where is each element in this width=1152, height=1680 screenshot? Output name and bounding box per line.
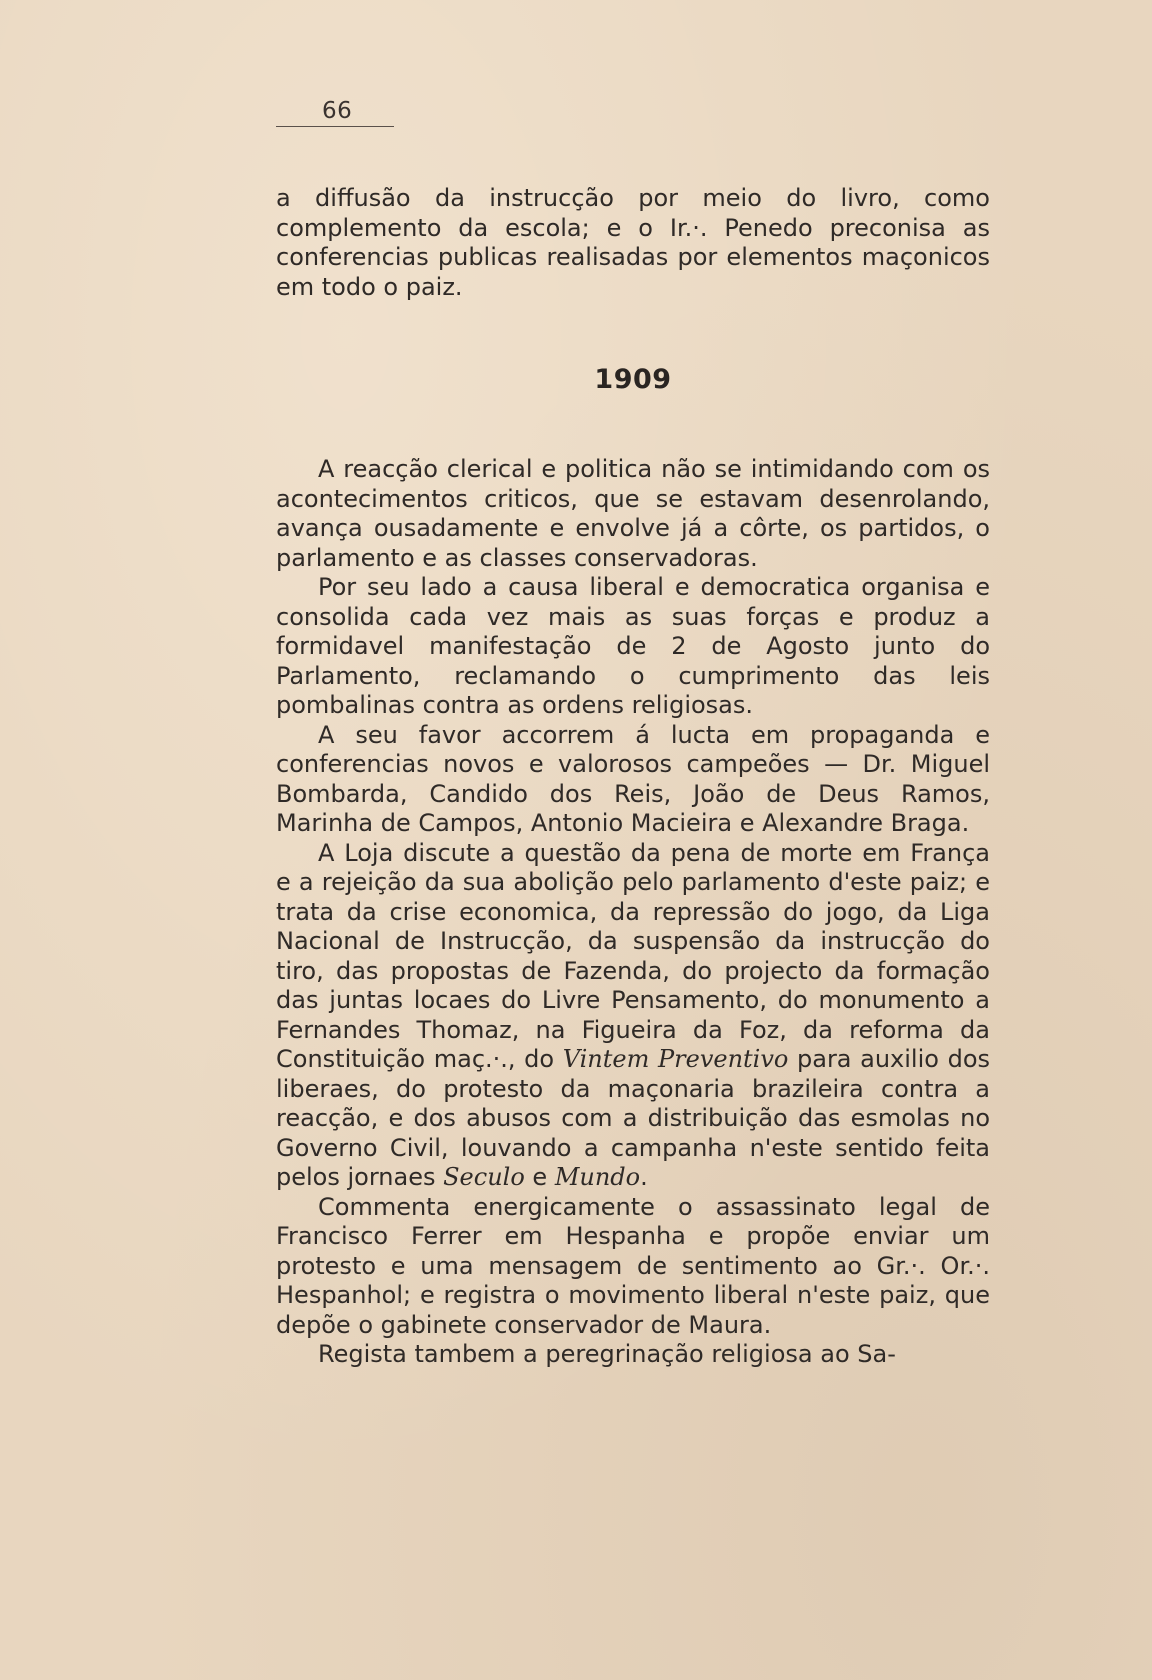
paragraph-4-part-3: e	[524, 1163, 555, 1191]
opening-text	[276, 184, 990, 302]
page-number: 66	[322, 98, 353, 124]
paragraph-4-part-4: .	[640, 1163, 648, 1191]
seculo-title: Seculo	[443, 1163, 525, 1191]
section-year-heading: 1909	[594, 364, 672, 395]
opening-paragraph: a diffusão da instrucção por meio do livro, como complemento da escola; e o Ir.·. Penedo preconisa as conferencias publicas realisadas por elementos maçonicos em todo o paiz.	[276, 184, 990, 301]
paragraph-6: Regista tambem a peregrinação religiosa ao Sa-	[318, 1340, 896, 1368]
paragraph-5: Commenta energicamente o assassinato legal de Francisco Ferrer em Hespanha e propõe enviar um protesto e uma mensagem de sentimento ao Gr.·. Or.·. Hespanhol; e registra o movimento liberal n'este paiz, que depõe o gabinete conservador de Maura.	[276, 1192, 990, 1339]
paragraph-4-part-2: para auxilio dos liberaes, do protesto da maçonaria brazileira contra a reacção, e dos abusos com a distribuição das esmolas no Governo Civil, louvando a campanha n'este sentido feita pelos jornaes	[276, 1045, 991, 1191]
paragraph-4	[276, 839, 990, 1193]
paragraph-1: A reacção clerical e politica não se intimidando com os acontecimentos criticos, que se estavam desenrolando, avança ousadamente e envolve já a côrte, os partidos, o parlamento e as classes conservadoras.	[276, 455, 990, 572]
body-text	[276, 455, 990, 1370]
paragraph-4-part-1: A Loja discute a questão da pena de morte em França e a rejeição da sua abolição pelo parlamento d'este paiz; e trata da crise economica, da repressão do jogo, da Liga Nacional de Instrucção, da suspensão da instrucção do tiro, das propostas de Fazenda, do projecto da formação das juntas locaes do Livre Pensamento, do monumento a Fernandes Thomaz, na Figueira da Foz, da reforma da Constituição maç.·., do	[276, 838, 990, 1073]
header-rule	[276, 126, 394, 127]
paragraph-2: Por seu lado a causa liberal e democratica organisa e consolida cada vez mais as suas forças e produz a formidavel manifestação de 2 de Agosto junto do Parlamento, reclamando o cumprimento das leis pombalinas contra as ordens religiosas.	[276, 573, 990, 719]
page-header	[276, 98, 396, 127]
paragraph-3: A seu favor accorrem á lucta em propaganda e conferencias novos e valorosos campeões — Dr. Miguel Bombarda, Candido dos Reis, João de Deus Ramos, Marinha de Campos, Antonio Macieira e Alexandre Braga.	[276, 720, 990, 837]
vintem-preventivo-title: Vintem Preventivo	[562, 1045, 789, 1073]
mundo-title: Mundo	[554, 1163, 641, 1191]
